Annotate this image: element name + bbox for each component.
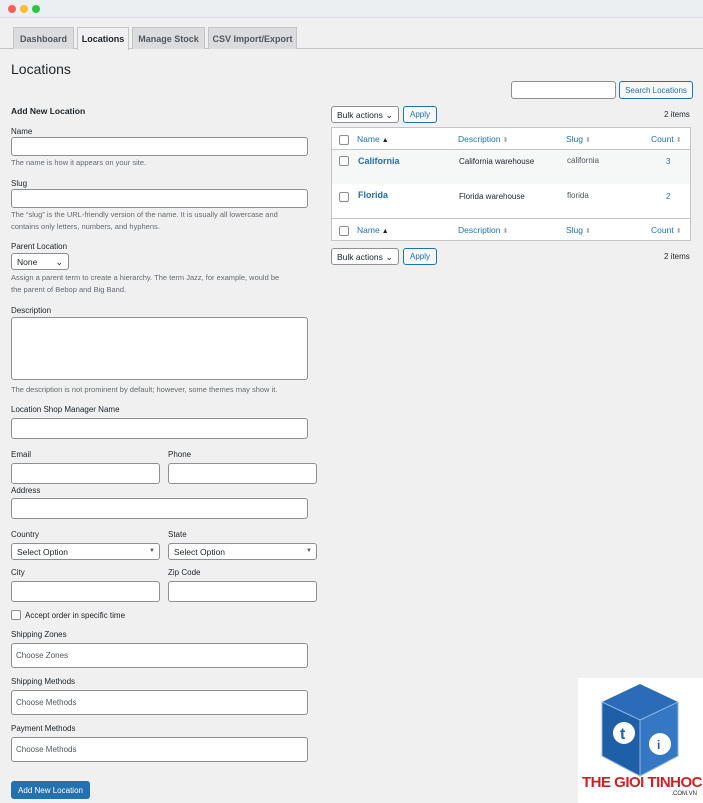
items-count-bottom: 2 items [664,252,690,261]
city-label: City [11,568,25,577]
tab-locations[interactable]: Locations [77,27,129,50]
column-header-count[interactable] [651,134,682,144]
column-header-description-label: Description [458,134,501,144]
slug-description [11,209,278,233]
description-textarea[interactable] [11,317,308,380]
column-header-description[interactable] [458,134,508,144]
row-slug: florida [567,191,589,200]
row-count-link[interactable]: 2 [666,192,671,201]
zip-label: Zip Code [168,568,201,577]
column-header-slug-label: Slug [566,134,584,144]
email-field[interactable] [11,463,160,484]
accept-order-label: Accept order in specific time [25,611,126,620]
manager-field[interactable] [11,418,308,439]
chevron-down-icon: ⌄ [55,257,63,267]
sort-icon: ⬍ [502,228,509,235]
svg-text:i: i [657,738,661,752]
column-footer-description[interactable] [458,225,508,235]
search-locations-button[interactable]: Search Locations [619,81,693,99]
address-field[interactable] [11,498,308,519]
minimize-window-button[interactable] [20,5,28,13]
search-input[interactable] [511,81,616,99]
state-label: State [168,530,187,539]
watermark-brand: THE GIOI TINHOC [582,774,702,791]
table-footer [332,218,690,240]
country-select[interactable] [11,543,160,560]
tab-dashboard[interactable]: Dashboard [13,27,74,49]
column-footer-name[interactable] [357,225,389,235]
table-row [332,150,690,184]
parent-description-line-2: the parent of Bebop and Big Band. [11,285,127,294]
manager-label: Location Shop Manager Name [11,405,120,414]
window-titlebar [0,0,703,18]
shipping-zones-field[interactable]: Choose Zones [11,643,308,668]
slug-description-line-1: The “slug” is the URL-friendly version of the name. It is usually all lowercase and [11,210,278,219]
bulk-actions-value-top: Bulk actions [337,109,383,120]
sort-icon: ⬍ [502,137,509,144]
sort-icon: ⬍ [585,228,591,235]
country-select-value: Select Option [17,546,69,557]
locations-table [331,127,691,241]
watermark-logo [578,678,703,803]
column-footer-name-label: Name [357,225,380,235]
country-label: Country [11,530,40,539]
row-checkbox[interactable] [339,156,349,166]
slug-label: Slug [11,179,28,188]
table-row [332,184,690,218]
state-select[interactable] [168,543,317,560]
bulk-actions-select-bottom[interactable] [331,248,399,265]
email-label: Email [11,450,32,459]
slug-field[interactable] [11,189,308,208]
tab-csv-import-export[interactable]: CSV Import/Export [208,27,297,49]
form-heading: Add New Location [11,106,86,116]
accept-order-checkbox[interactable] [11,610,21,620]
column-footer-slug-label: Slug [566,225,584,235]
shipping-zones-label: Shipping Zones [11,630,67,639]
column-header-name[interactable] [357,134,389,144]
phone-label: Phone [168,450,192,459]
tab-bar [0,18,703,49]
close-window-button[interactable] [8,5,16,13]
column-header-name-label: Name [357,134,380,144]
parent-select-value: None [17,256,38,267]
tab-manage-stock[interactable]: Manage Stock [132,27,205,49]
cube-logo-icon [578,678,703,788]
parent-select[interactable] [11,253,69,270]
maximize-window-button[interactable] [32,5,40,13]
zip-field[interactable] [168,581,317,602]
bulk-actions-select-top[interactable] [331,106,399,123]
sort-icon: ⬍ [585,137,591,144]
apply-button-top[interactable]: Apply [403,106,437,123]
description-label: Description [11,306,52,315]
sort-icon: ▲ [381,228,389,235]
apply-button-bottom[interactable]: Apply [403,248,437,265]
table-header [332,128,690,150]
description-help: The description is not prominent by default; however, some themes may show it. [11,385,278,394]
page-title: Locations [11,61,71,77]
column-header-slug[interactable] [566,134,591,144]
column-footer-count[interactable] [651,225,682,235]
select-all-checkbox[interactable] [339,135,349,145]
payment-methods-field[interactable]: Choose Methods [11,737,308,762]
bulk-actions-value-bottom: Bulk actions [337,251,383,262]
column-footer-slug[interactable] [566,225,591,235]
caret-down-icon: ▼ [149,548,155,554]
row-checkbox[interactable] [339,192,349,202]
caret-down-icon: ▼ [306,548,312,554]
sort-icon: ⬍ [675,228,682,235]
city-field[interactable] [11,581,160,602]
column-header-count-label: Count [651,134,674,144]
row-description: Florida warehouse [459,192,525,201]
svg-text:t: t [620,726,626,743]
name-field[interactable] [11,137,308,156]
watermark-domain: .COM.VN [671,791,697,797]
chevron-down-icon: ⌄ [385,252,393,262]
column-footer-count-label: Count [651,225,674,235]
row-count-link[interactable]: 3 [666,157,671,166]
address-label: Address [11,486,41,495]
slug-description-line-2: contains only letters, numbers, and hyphens. [11,222,160,231]
state-select-value: Select Option [174,546,226,557]
parent-description-line-1: Assign a parent term to create a hierarchy. The term Jazz, for example, would be [11,273,280,282]
chevron-down-icon: ⌄ [385,110,393,120]
parent-description [11,272,279,296]
phone-field[interactable] [168,463,317,484]
shipping-methods-label: Shipping Methods [11,677,76,686]
payment-methods-label: Payment Methods [11,724,76,733]
row-description: California warehouse [459,157,535,166]
add-new-location-button[interactable]: Add New Location [11,781,90,799]
sort-icon: ⬍ [675,137,682,144]
column-footer-description-label: Description [458,225,501,235]
name-label: Name [11,127,33,136]
items-count-top: 2 items [664,110,690,119]
shipping-methods-field[interactable]: Choose Methods [11,690,308,715]
select-all-checkbox-footer[interactable] [339,226,349,236]
row-name-link[interactable]: California [358,156,400,166]
name-description: The name is how it appears on your site. [11,158,147,167]
row-slug: california [567,156,600,165]
sort-icon: ▲ [381,137,389,144]
row-name-link[interactable]: Florida [358,190,389,200]
parent-label: Parent Location [11,242,68,251]
